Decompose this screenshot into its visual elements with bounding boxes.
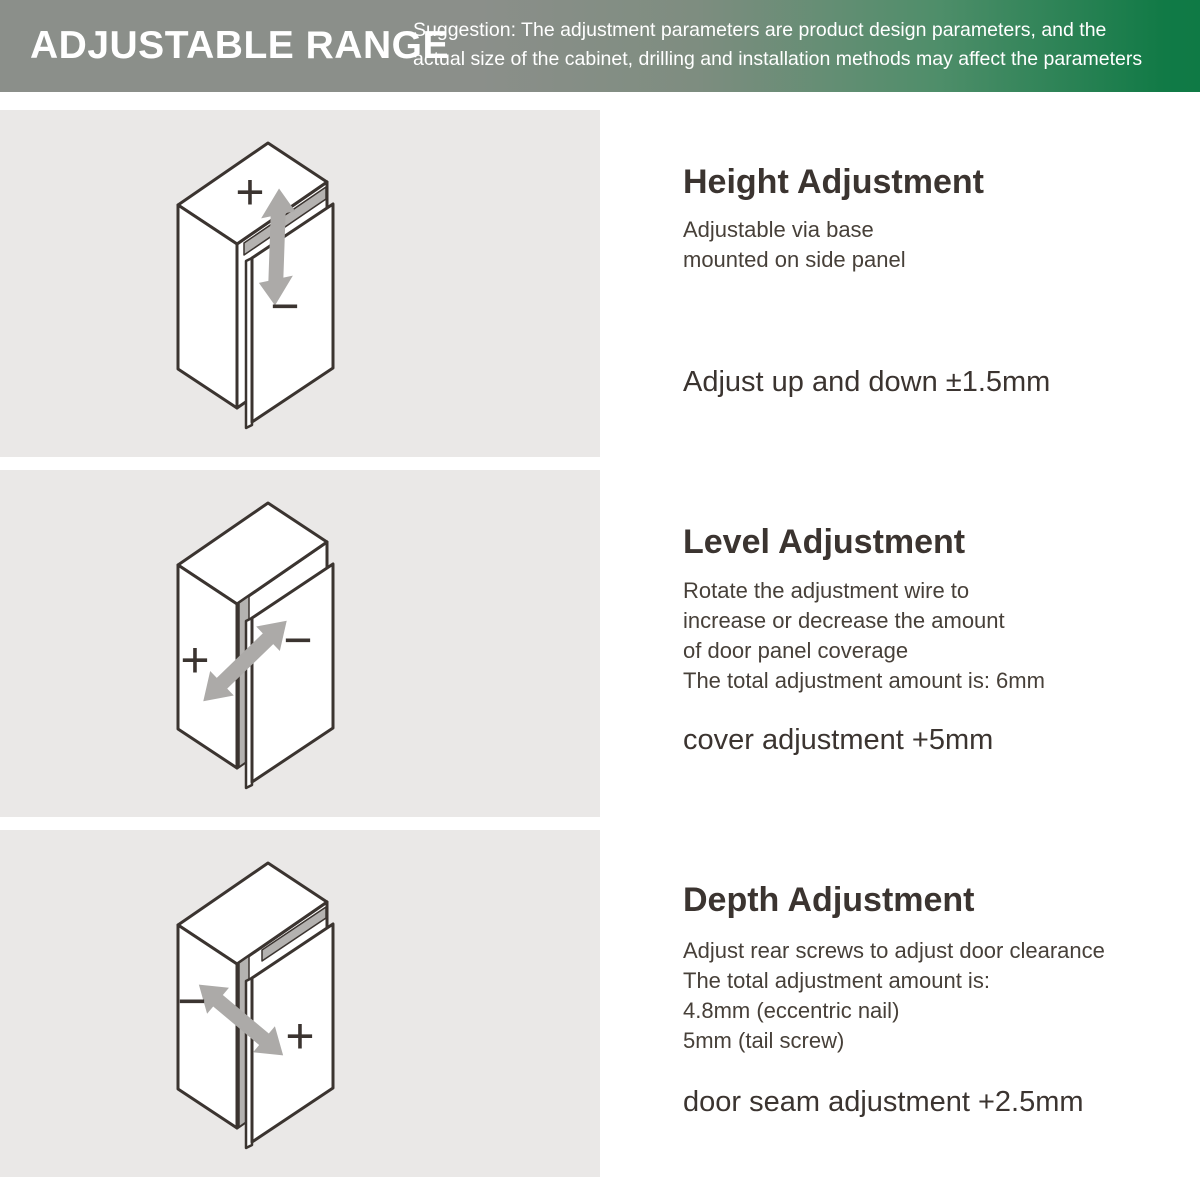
plus-sign: + — [180, 632, 210, 688]
description-line: Adjustable via base — [683, 217, 874, 242]
description-line: Adjust rear screws to adjust door clearance — [683, 938, 1105, 963]
description-line: Rotate the adjustment wire to — [683, 578, 970, 603]
suggestion-line-2: actual size of the cabinet, drilling and installation methods may affect the parameters — [413, 48, 1143, 70]
height-adjust-value: Adjust up and down ±1.5mm — [683, 366, 1051, 398]
minus-sign: − — [177, 973, 207, 1029]
cabinet-height-illustration — [0, 110, 600, 457]
minus-sign: − — [283, 612, 313, 668]
level-diagram-panel — [0, 470, 600, 817]
plus-sign: + — [235, 164, 265, 220]
depth-diagram-panel — [0, 830, 600, 1177]
depth-section-description — [683, 936, 1105, 1056]
height-section-description — [683, 215, 906, 275]
depth-section-title: Depth Adjustment — [683, 881, 975, 919]
suggestion-line-1: Suggestion: The adjustment parameters are product design parameters, and the — [413, 19, 1107, 41]
header-suggestion-text — [413, 16, 1142, 74]
description-line: 4.8mm (eccentric nail) — [683, 998, 900, 1023]
cover-adjust-value: cover adjustment +5mm — [683, 724, 994, 756]
door-seam-adjust-value: door seam adjustment +2.5mm — [683, 1086, 1084, 1118]
plus-sign: + — [285, 1008, 315, 1064]
minus-sign: − — [270, 278, 300, 334]
header-band — [0, 0, 1200, 92]
cabinet-depth-illustration — [0, 830, 600, 1177]
description-line: mounted on side panel — [683, 247, 906, 272]
level-section-description — [683, 576, 1045, 696]
description-line: increase or decrease the amount — [683, 608, 1005, 633]
description-line: 5mm (tail screw) — [683, 1028, 845, 1053]
description-line: The total adjustment amount is: — [683, 968, 990, 993]
page-title: ADJUSTABLE RANGE — [30, 24, 449, 67]
level-section-title: Level Adjustment — [683, 523, 966, 561]
height-section-title: Height Adjustment — [683, 163, 984, 201]
cabinet-level-illustration — [0, 470, 600, 817]
description-line: of door panel coverage — [683, 638, 909, 663]
height-diagram-panel — [0, 110, 600, 457]
description-line: The total adjustment amount is: 6mm — [683, 668, 1045, 693]
